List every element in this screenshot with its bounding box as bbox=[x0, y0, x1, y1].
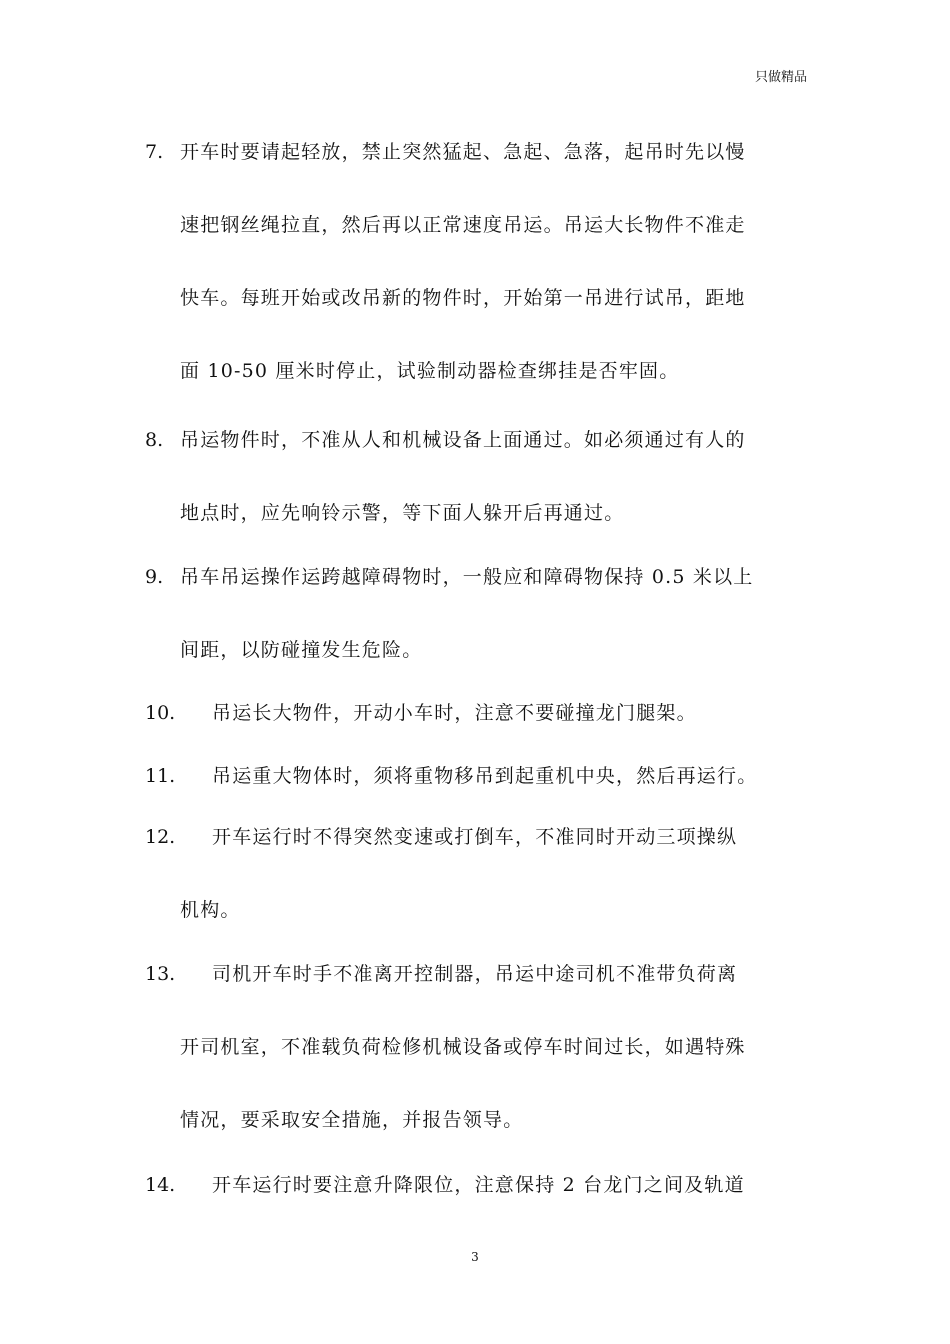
item-text-line: 速把钢丝绳拉直，然后再以正常速度吊运。吊运大长物件不准走 bbox=[180, 214, 746, 236]
item-text-line: 开车运行时不得突然变速或打倒车，不准同时开动三项操纵 bbox=[212, 826, 738, 848]
item-text-line: 间距，以防碰撞发生危险。 bbox=[180, 639, 423, 661]
item-text-line: 开车时要请起轻放，禁止突然猛起、急起、急落，起吊时先以慢 bbox=[180, 141, 746, 163]
item-text-line: 吊车吊运操作运跨越障碍物时，一般应和障碍物保持 0.5 米以上 bbox=[180, 566, 754, 588]
page-header: 只做精品 bbox=[754, 70, 807, 85]
item-text-line: 地点时，应先响铃示警，等下面人躲开后再通过。 bbox=[180, 502, 625, 524]
page-number: 3 bbox=[471, 1250, 479, 1264]
item-number: 12. bbox=[145, 826, 176, 848]
item-text-line: 吊运重大物体时，须将重物移吊到起重机中央，然后再运行。 bbox=[212, 765, 758, 787]
item-number: 10. bbox=[145, 702, 176, 724]
item-text-line: 面 10-50 厘米时停止，试验制动器检查绑挂是否牢固。 bbox=[180, 360, 680, 382]
item-text-line: 开司机室，不准载负荷检修机械设备或停车时间过长，如遇特殊 bbox=[180, 1036, 746, 1058]
item-number: 11. bbox=[145, 765, 176, 787]
item-text-line: 情况，要采取安全措施，并报告领导。 bbox=[180, 1109, 524, 1131]
item-text-line: 开车运行时要注意升降限位，注意保持 2 台龙门之间及轨道 bbox=[212, 1174, 745, 1196]
item-text-line: 机构。 bbox=[180, 899, 241, 921]
item-text-line: 司机开车时手不准离开控制器，吊运中途司机不准带负荷离 bbox=[212, 963, 738, 985]
item-text-line: 吊运物件时，不准从人和机械设备上面通过。如必须通过有人的 bbox=[180, 429, 746, 451]
item-text-line: 吊运长大物件，开动小车时，注意不要碰撞龙门腿架。 bbox=[212, 702, 697, 724]
item-number: 7. bbox=[145, 141, 164, 163]
item-number: 13. bbox=[145, 963, 176, 985]
item-number: 9. bbox=[145, 566, 164, 588]
item-number: 8. bbox=[145, 429, 164, 451]
item-text-line: 快车。每班开始或改吊新的物件时，开始第一吊进行试吊，距地 bbox=[180, 287, 746, 309]
item-number: 14. bbox=[145, 1174, 176, 1196]
